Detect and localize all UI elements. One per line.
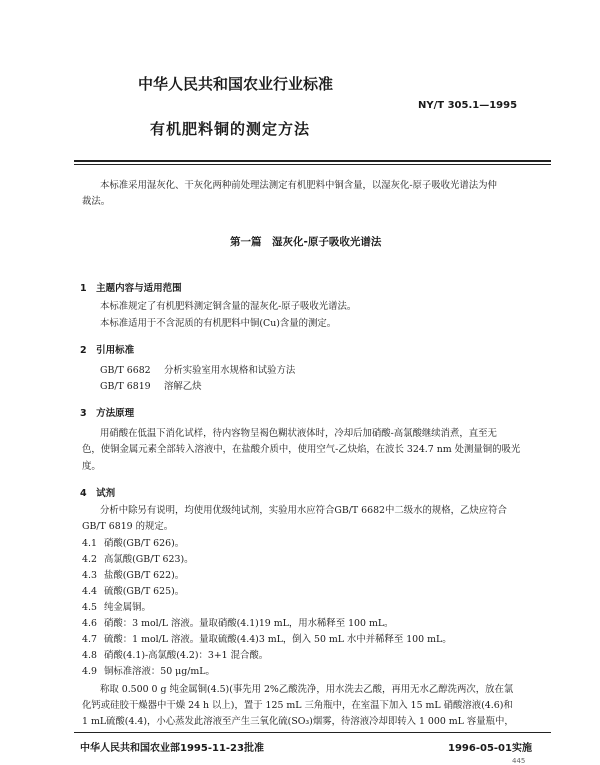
reagent-number: 4.4: [82, 586, 97, 597]
reference-code: GB/T 6682: [100, 365, 151, 376]
page-number: 445: [512, 757, 526, 765]
part-title: 第一篇 湿灰化-原子吸收光谱法: [230, 236, 382, 248]
section-4-tail-line-1: 称取 0.500 0 g 纯金属铜(4.5)(事先用 2%乙酸洗净，用水洗去乙酸，再用无水乙醇洗两次，放在氯: [100, 684, 514, 695]
section-1-heading: 1 主题内容与适用范围: [80, 283, 182, 294]
top-rule: [74, 160, 551, 162]
reference-name: 溶解乙炔: [164, 381, 202, 392]
reagent-number: 4.5: [82, 602, 97, 613]
section-4-line-2: GB/T 6819 的规定。: [82, 521, 174, 532]
reference-item: [100, 364, 295, 377]
reagent-item: [82, 537, 184, 550]
section-4-tail-line-3: 1 mL硫酸(4.4)，小心蒸发此溶液至产生三氧化硫(SO₃)烟雾，待溶液冷却即转入 1 000 mL 容量瓶中，: [82, 716, 514, 727]
reagent-item: [82, 553, 193, 566]
section-4-tail-line-2: 化钙或硅胶干燥器中干燥 24 h 以上)，置于 125 mL 三角瓶中，在室温下加入 15 mL 硝酸溶液(4.6)和: [82, 700, 513, 711]
reagent-text: 铜标准溶液：50 μg/mL。: [104, 666, 215, 677]
reagent-text: 盐酸(GB/T 622)。: [104, 570, 185, 581]
reagent-item: [82, 601, 151, 614]
effective-date: 1996-05-01实施: [448, 743, 532, 754]
reagent-number: 4.3: [82, 570, 97, 581]
reagent-text: 高氯酸(GB/T 623)。: [104, 554, 194, 565]
section-4-line-1: 分析中除另有说明，均使用优级纯试剂，实验用水应符合GB/T 6682中二级水的规格，乙炔应符合: [100, 505, 507, 516]
footer-rule: [74, 732, 551, 733]
intro-line-2: 裁法。: [82, 196, 111, 207]
section-3-line-1: 用硝酸在低温下消化试样，待内容物呈褐色糊状液体时，冷却后加硝酸-高氯酸继续消煮，直至无: [100, 428, 497, 439]
reagent-number: 4.1: [82, 538, 97, 549]
reference-name: 分析实验室用水规格和试验方法: [164, 365, 296, 376]
reagent-item: [82, 585, 184, 598]
reagent-number: 4.2: [82, 554, 97, 565]
section-1-line-1: 本标准规定了有机肥料测定铜含量的湿灰化-原子吸收光谱法。: [100, 301, 357, 312]
document-title: 有机肥料铜的测定方法: [150, 120, 311, 138]
standard-code: NY/T 305.1—1995: [418, 100, 518, 111]
reagent-text: 硝酸：3 mol/L 溶液。量取硝酸(4.1)19 mL，用水稀释至 100 mL。: [104, 618, 394, 629]
reagent-number: 4.6: [82, 618, 97, 629]
reagent-text: 硝酸(GB/T 626)。: [104, 538, 185, 549]
intro-line-1: 本标准采用湿灰化、干灰化两种前处理法测定有机肥料中铜含量，以湿灰化-原子吸收光谱法为仲: [100, 180, 497, 191]
reagent-text: 硝酸(4.1)-高氯酸(4.2)：3+1 混合酸。: [104, 650, 269, 661]
reagent-item: [82, 633, 452, 646]
reagent-item: [82, 617, 393, 630]
approval-date: 中华人民共和国农业部1995-11-23批准: [80, 743, 264, 754]
reagent-item: [82, 649, 268, 662]
reference-item: [100, 380, 202, 393]
section-3-line-2: 色，使铜金属元素全部转入溶液中，在盐酸介质中，使用空气-乙炔焰，在波长 324.7 nm 处测量铜的吸光: [82, 444, 521, 455]
reagent-text: 硫酸：1 mol/L 溶液。量取硫酸(4.4)3 mL，倒入 50 mL 水中并稀释至 100 mL。: [104, 634, 452, 645]
reference-code: GB/T 6819: [100, 381, 151, 392]
standard-category: 中华人民共和国农业行业标准: [138, 75, 334, 93]
section-3-line-3: 度。: [82, 461, 101, 472]
section-1-line-2: 本标准适用于不含泥质的有机肥料中铜(Cu)含量的测定。: [100, 318, 337, 329]
reagent-number: 4.8: [82, 650, 97, 661]
section-4-heading: 4 试剂: [80, 488, 116, 499]
reagent-number: 4.7: [82, 634, 97, 645]
reagent-item: [82, 569, 184, 582]
reagent-text: 纯金属铜。: [104, 602, 151, 613]
reagent-text: 硫酸(GB/T 625)。: [104, 586, 185, 597]
reagent-item: [82, 665, 215, 678]
section-2-heading: 2 引用标准: [80, 345, 135, 356]
top-rule-thin: [74, 164, 551, 165]
section-3-heading: 3 方法原理: [80, 408, 135, 419]
reagent-number: 4.9: [82, 666, 97, 677]
